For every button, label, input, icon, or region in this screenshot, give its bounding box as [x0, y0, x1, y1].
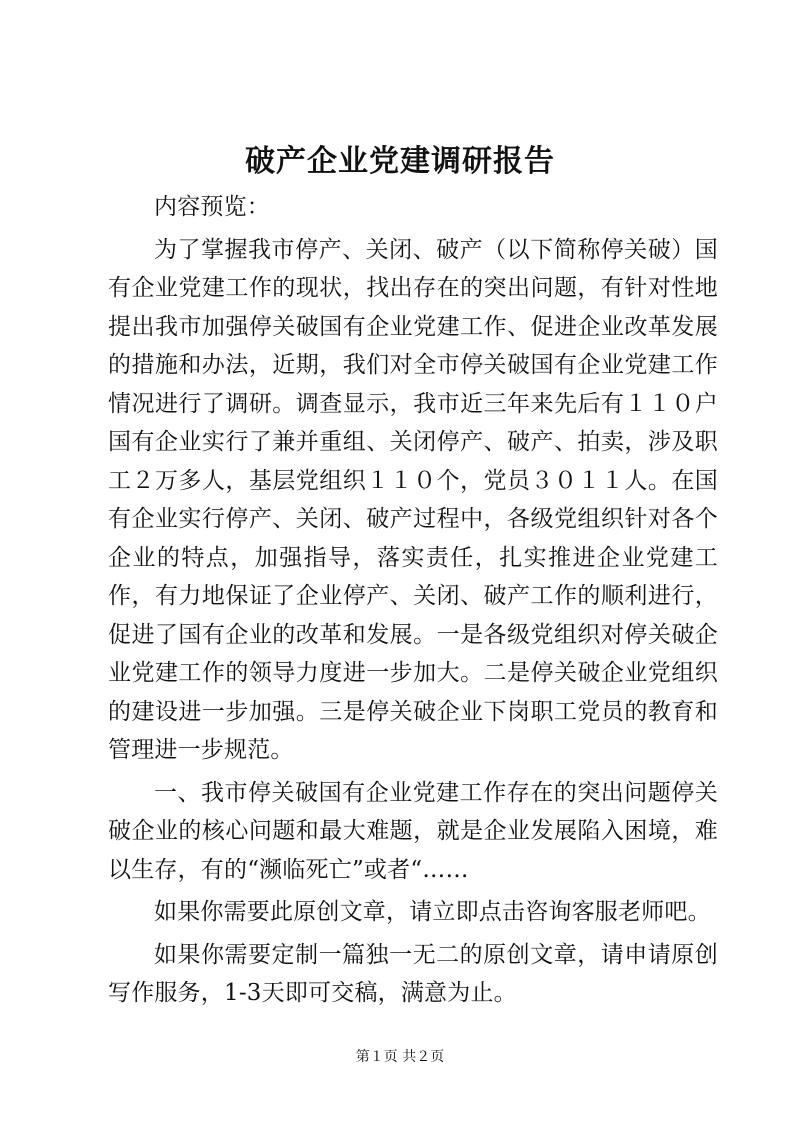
paragraph-contact: 如果你需要此原创文章，请立即点击咨询客服老师吧。: [154, 899, 711, 925]
paragraph-custom-service: 如果你需要定制一篇独一无二的原创文章，请申请原创写作服务，1-3天即可交稿，满意为止。: [108, 941, 718, 1006]
preview-label: 内容预览：: [154, 194, 270, 220]
document-body: [108, 188, 718, 1017]
page-footer: 第１页 共２页: [355, 1049, 445, 1065]
paragraph-intro: 为了掌握我市停产、关闭、破产（以下简称停关破）国有企业党建工作的现状，找出存在的突出问题，有针对性地提出我市加强停关破国有企业党建工作、促进企业改革发展的措施和办法，近期，我们对全市停关破国有企业党建工作情况进行了调研。调查显示，我市近三年来先后有１１０户国有企业实行了兼并重组、关闭停产、破产、拍卖，涉及职工２万多人，基层党组织１１０个，党员３０１１人。在国有企业实行停产、关闭、破产过程中，各级党组织针对各个企业的特点，加强指导，落实责任，扎实推进企业党建工作，有力地保证了企业停产、关闭、破产工作的顺利进行，促进了国有企业的改革和发展。一是各级党组织对停关破企业党建工作的领导力度进一步加大。二是停关破企业党组织的建设进一步加强。三是停关破企业下岗职工党员的教育和管理进一步规范。: [108, 236, 718, 763]
document-title: 破产企业党建调研报告: [245, 144, 555, 179]
paragraph-problems: 一、我市停关破国有企业党建工作存在的突出问题停关破企业的核心问题和最大难题，就是企业发展陷入困境，难以生存，有的“濒临死亡”或者“……: [108, 779, 718, 883]
